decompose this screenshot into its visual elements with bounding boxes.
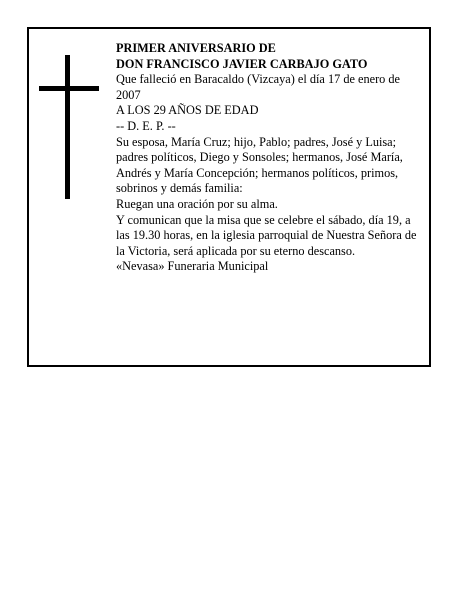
- mass-info: Y comunican que la misa que se celebre el sábado, día 19, a las 19.30 horas, en la iglesia parroquial de Nuestra Señora de la Victoria, será aplicada por su eterno descanso.: [116, 212, 417, 258]
- cross-icon: [39, 55, 99, 199]
- notice-title-line2: DON FRANCISCO JAVIER CARBAJO GATO: [116, 56, 368, 71]
- notice-text: [116, 41, 426, 275]
- notice-title-line1: PRIMER ANIVERSARIO DE: [116, 41, 276, 55]
- family-members: Su esposa, María Cruz; hijo, Pablo; padres, José y Luisa; padres políticos, Diego y Sonsoles; hermanos, José María, Andrés y María Concepción; hermanos políticos, primos, sobrinos y demás familia:: [116, 134, 403, 196]
- cross-vertical-bar: [65, 55, 70, 199]
- rest-in-peace: -- D. E. P. --: [116, 118, 176, 133]
- obituary-notice: [27, 27, 431, 367]
- cross-horizontal-bar: [39, 86, 99, 91]
- prayer-request: Ruegan una oración por su alma.: [116, 196, 278, 211]
- funeral-home: «Nevasa» Funeraria Municipal: [116, 259, 269, 274]
- age-at-death: A LOS 29 AÑOS DE EDAD: [116, 103, 259, 118]
- death-info: Que falleció en Baracaldo (Vizcaya) el día 17 de enero de 2007: [116, 72, 400, 102]
